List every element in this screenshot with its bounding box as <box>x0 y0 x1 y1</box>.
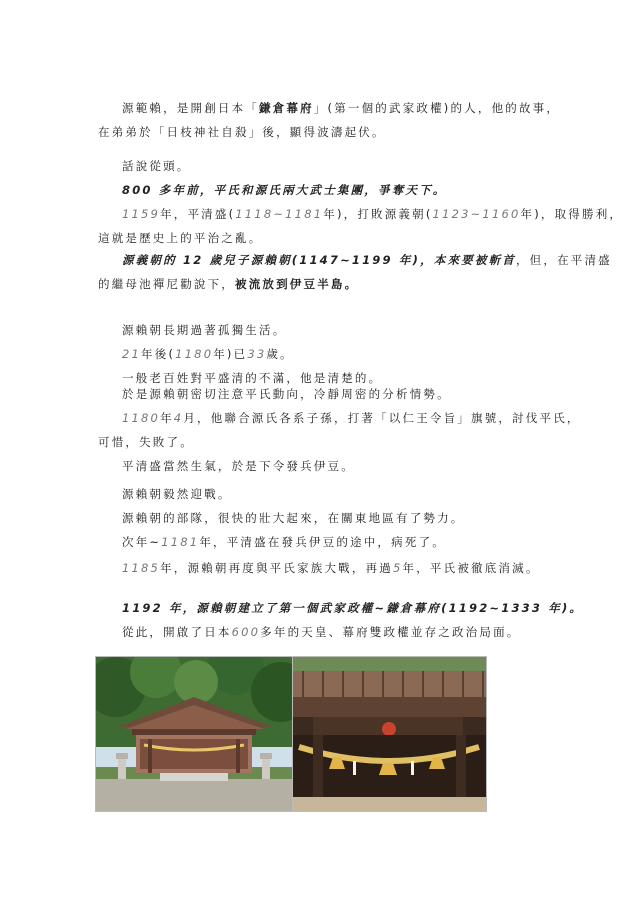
text-segment: 4 <box>173 411 184 425</box>
text-segment: 年，平清盛在發兵伊豆的途中，病死了。 <box>199 535 446 549</box>
text-segment: 可惜，失敗了。 <box>98 435 194 449</box>
text-segment: 從此，開啟了日本 <box>122 625 232 639</box>
text-segment: 的繼母池禪尼勸說下， <box>98 277 235 291</box>
text-segment: 次年~ <box>122 535 162 549</box>
text-line <box>98 430 548 454</box>
text-line <box>98 530 548 554</box>
text-segment: 1180 <box>122 411 161 425</box>
text-segment: 800 多年前，平氏和源氏兩大武士集團，爭奪天下。 <box>122 183 447 197</box>
text-segment: 月，他聯合源氏各系子孫，打著「以仁王令旨」旗號，討伐平氏， <box>183 411 581 425</box>
text-line <box>98 620 548 644</box>
text-segment: 33 <box>247 347 267 361</box>
paragraph <box>98 556 548 580</box>
text-segment: 1118~1181 <box>235 207 324 221</box>
text-segment: 源賴朝長期過著孤獨生活。 <box>122 323 287 337</box>
text-segment: 鎌倉幕府 <box>259 101 314 115</box>
text-segment: 這就是歷史上的平治之亂。 <box>98 231 263 245</box>
text-line <box>98 506 548 530</box>
text-segment: 歲。 <box>266 347 294 361</box>
paragraph <box>98 382 581 478</box>
text-segment: 在弟弟於「日枝神社自殺」後，顯得波濤起伏。 <box>98 125 386 139</box>
photo-table <box>95 656 487 812</box>
text-segment: 被流放到伊豆半島。 <box>235 277 359 291</box>
text-line <box>98 556 548 580</box>
paragraph <box>98 318 548 390</box>
text-segment: 1185 <box>122 561 161 575</box>
text-line <box>98 482 548 506</box>
text-segment: 年後( <box>141 347 176 361</box>
text-segment: 21 <box>122 347 142 361</box>
text-line <box>98 272 548 296</box>
text-segment: ，但，在平清盛 <box>515 253 612 267</box>
text-segment: 年，平氏被徹底消滅。 <box>402 561 540 575</box>
text-line <box>98 96 561 120</box>
text-segment: 600 <box>231 625 261 639</box>
text-line <box>98 318 548 342</box>
paragraph <box>98 482 548 554</box>
paragraph <box>98 596 584 644</box>
text-segment: 年，平清盛( <box>160 207 236 221</box>
shrine-eaves-rope-photo <box>293 657 486 811</box>
text-segment: 5 <box>392 561 403 575</box>
text-segment: 源賴朝的部隊，很快的壯大起來，在關東地區有了勢力。 <box>122 511 465 525</box>
text-segment: 源範賴，是開創日本「 <box>122 101 259 115</box>
text-segment: 年，源賴朝再度與平氏家族大戰，再過 <box>160 561 393 575</box>
text-segment: 1181 <box>161 535 200 549</box>
text-segment: 年 <box>160 411 174 425</box>
text-segment: 年)，打敗源義朝( <box>323 207 433 221</box>
text-segment: 於是源賴朝密切注意平氏動向，冷靜周密的分析情勢。 <box>122 387 451 401</box>
text-segment: 1192 年，源賴朝建立了第一個武家政權~鎌倉幕府(1192~1333 年)。 <box>122 601 584 615</box>
text-segment: 1159 <box>122 207 161 221</box>
text-line <box>98 120 548 144</box>
text-segment: 年)，取得勝利， <box>520 207 624 221</box>
text-line <box>98 596 584 620</box>
text-segment: 一般老百姓對平盛清的不滿，他是清楚的。 <box>122 371 383 385</box>
paragraph <box>98 154 624 250</box>
text-segment: 話說從頭。 <box>122 159 191 173</box>
text-line <box>98 454 548 478</box>
text-segment: 源賴朝毅然迎戰。 <box>122 487 232 501</box>
text-line <box>98 342 548 366</box>
text-line <box>98 248 612 272</box>
text-line <box>98 178 548 202</box>
text-segment: 年)已 <box>213 347 248 361</box>
text-line <box>98 226 548 250</box>
text-segment: 平清盛當然生氣，於是下令發兵伊豆。 <box>122 459 355 473</box>
text-segment: 」(第一個的武家政權)的人，他的故事， <box>313 101 561 115</box>
shrine-exterior-photo <box>96 657 293 811</box>
text-segment: 1123~1160 <box>432 207 521 221</box>
paragraph <box>98 96 561 144</box>
text-segment: 源義朝的 12 歲兒子源賴朝(1147~1199 年)，本來要被斬首 <box>122 253 516 267</box>
paragraph <box>98 248 612 296</box>
text-line <box>98 154 548 178</box>
text-line <box>98 406 581 430</box>
text-line <box>98 202 624 226</box>
text-segment: 多年的天皇、幕府雙政權並存之政治局面。 <box>260 625 521 639</box>
text-segment: 1180 <box>175 347 214 361</box>
text-line <box>98 382 548 406</box>
